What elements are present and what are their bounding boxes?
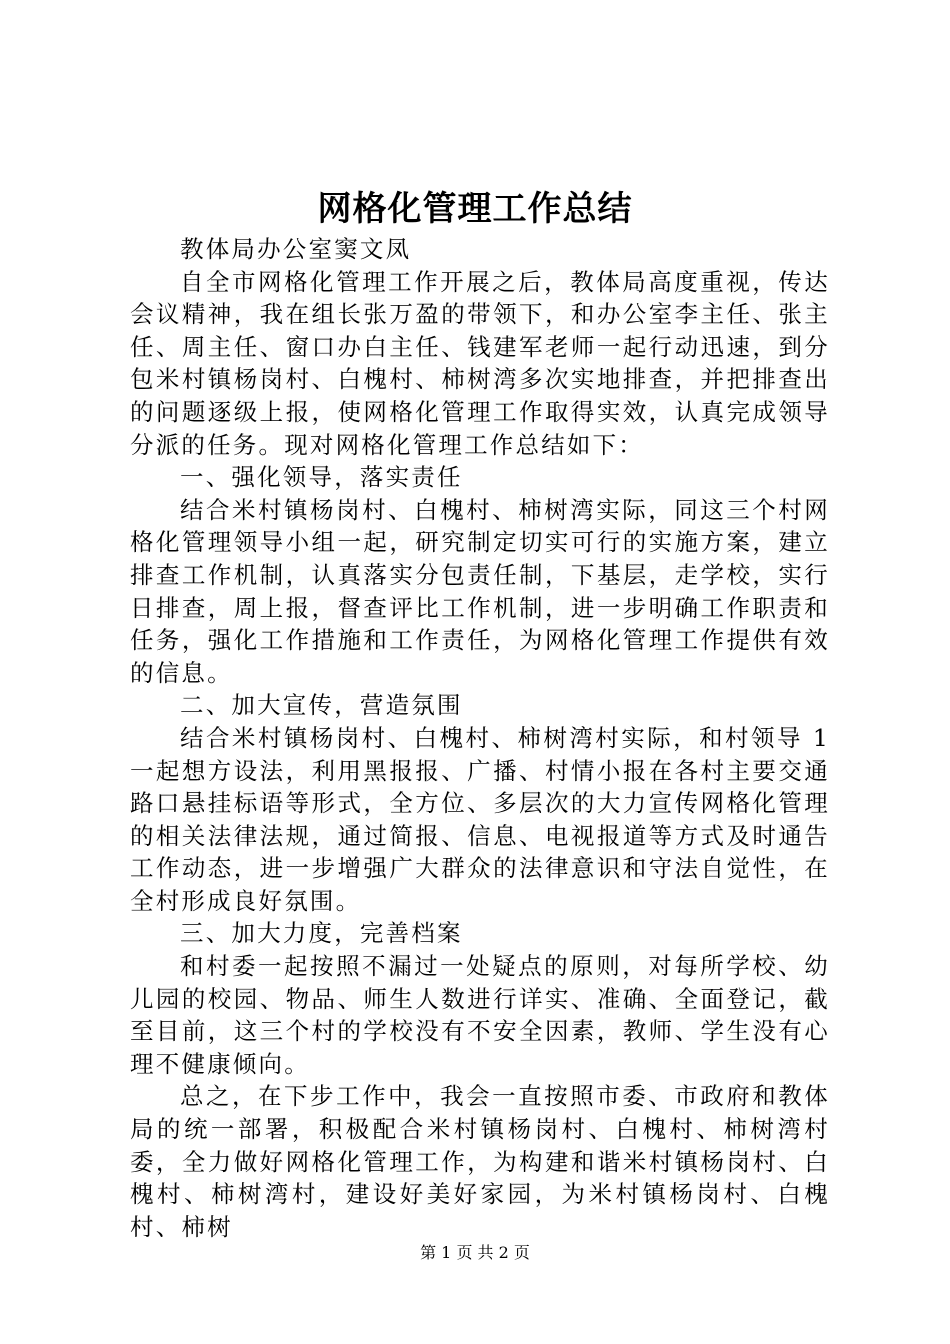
intro-paragraph: 自全市网格化管理工作开展之后，教体局高度重视，传达会议精神，我在组长张万盈的带领下，和办公室李主任、张主任、周主任、窗口办白主任、钱建军老师一起行动迅速，到分包米村镇杨岗村、白槐村、柿树湾多次实地排查，并把排查出的问题逐级上报，使网格化管理工作取得实效，认真完成领导分派的任务。现对网格化管理工作总结如下： <box>130 267 830 459</box>
section-paragraph-2: 结合米村镇杨岗村、白槐村、柿树湾村实际，和村领导 1 一起想方设法，利用黑报报、广播、村情小报在各村主要交通路口悬挂标语等形式，全方位、多层次的大力宣传网格化管理的相关法律法规，通过简报、信息、电视报道等方式及时通告工作动态，进一步增强广大群众的法律意识和守法自觉性，在全村形成良好氛围。 <box>130 723 830 915</box>
page-footer: 第 1 页 共 2 页 <box>420 1243 530 1262</box>
conclusion-paragraph: 总之，在下步工作中，我会一直按照市委、市政府和教体局的统一部署，积极配合米村镇杨岗村、白槐村、柿树湾村委，全力做好网格化管理工作，为构建和谐米村镇杨岗村、白槐村、柿树湾村，建设好美好家园，为米村镇杨岗村、白槐村、柿树 <box>130 1082 830 1241</box>
section-heading-2: 二、加大宣传，营造氛围 <box>180 691 463 720</box>
document-body <box>130 233 830 1243</box>
section-heading-3: 三、加大力度，完善档案 <box>180 919 463 948</box>
document-title: 网格化管理工作总结 <box>317 189 633 229</box>
author-line: 教体局办公室窦文凤 <box>180 235 412 263</box>
section-paragraph-1: 结合米村镇杨岗村、白槐村、柿树湾实际，同这三个村网格化管理领导小组一起，研究制定切实可行的实施方案，建立排查工作机制，认真落实分包责任制，下基层，走学校，实行日排查，周上报，督查评比工作机制，进一步明确工作职责和任务，强化工作措施和工作责任，为网格化管理工作提供有效的信息。 <box>130 495 830 687</box>
section-heading-1: 一、强化领导，落实责任 <box>180 463 463 492</box>
section-paragraph-3: 和村委一起按照不漏过一处疑点的原则，对每所学校、幼儿园的校园、物品、师生人数进行详实、准确、全面登记，截至目前，这三个村的学校没有不安全因素，教师、学生没有心理不健康倾向。 <box>130 952 830 1078</box>
